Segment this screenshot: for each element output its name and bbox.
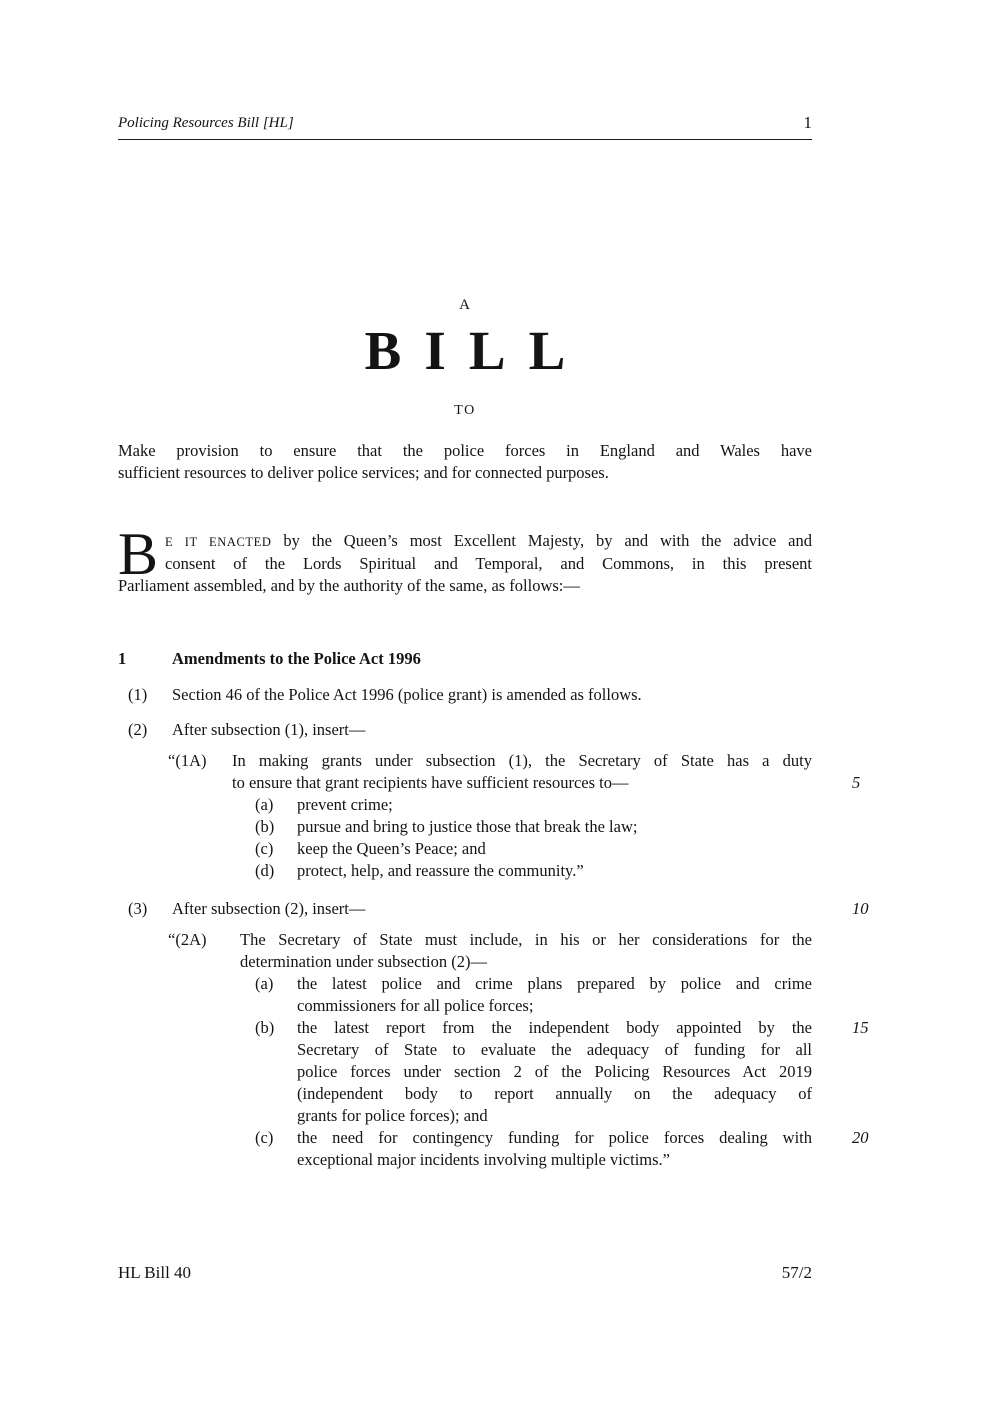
dropcap-b: B <box>118 521 159 587</box>
paragraph-line: police forces under section 2 of the Policing Resources Act 2019 <box>297 1062 812 1081</box>
masthead-a: A <box>459 297 471 313</box>
subsection-text-line: After subsection (2), insert— <box>172 899 366 918</box>
clause-number: 1 <box>118 649 127 668</box>
line-number-15: 15 <box>852 1018 869 1037</box>
paragraph-d <box>118 860 812 882</box>
subsection-text <box>172 898 869 920</box>
line-number-20: 20 <box>852 1128 869 1147</box>
paragraph-marker: (b) <box>255 1018 275 1037</box>
enacting-formula <box>118 521 812 597</box>
paragraph-text: protect, help, and reassure the community.” <box>297 861 584 880</box>
inserted-subsection-2A <box>118 929 812 973</box>
paragraph-text <box>297 1127 869 1171</box>
page-footer <box>118 1262 812 1284</box>
paragraph-b <box>118 816 812 838</box>
inserted-line: The Secretary of State must include, in his or her considerations for the <box>240 930 812 949</box>
inserted-line-text: to ensure that grant recipients have sufficient resources to— <box>232 773 629 792</box>
page-header <box>118 112 812 140</box>
paragraph-c <box>118 838 812 860</box>
inserted-line <box>232 772 861 794</box>
subsection-3 <box>118 898 869 920</box>
enacting-line <box>118 530 812 553</box>
inserted-marker: “(1A) <box>168 751 207 770</box>
bill-word: BILL <box>364 320 589 381</box>
long-title-line: sufficient resources to deliver police services; and for connected purposes. <box>118 463 609 482</box>
paragraph-marker: (d) <box>255 861 275 880</box>
masthead-bill-title <box>118 322 812 380</box>
paragraph-a <box>118 973 812 1017</box>
paragraph-line-text: the latest report from the independent body appointed by the <box>297 1018 812 1037</box>
subsection-marker: (3) <box>128 899 148 918</box>
paragraph-line: (independent body to report annually on the adequacy of <box>297 1084 812 1103</box>
paragraph-line: Secretary of State to evaluate the adequacy of funding for all <box>297 1040 812 1059</box>
paragraph-text: keep the Queen’s Peace; and <box>297 839 486 858</box>
masthead-to: TO <box>454 403 476 418</box>
paragraph-line: exceptional major incidents involving multiple victims.” <box>297 1150 671 1169</box>
inserted-line: determination under subsection (2)— <box>240 952 487 971</box>
paragraph-line <box>297 1127 869 1149</box>
enacting-line: Parliament assembled, and by the authority of the same, as follows:— <box>118 576 580 595</box>
paragraph-marker: (c) <box>255 1128 274 1147</box>
subsection-text: Section 46 of the Police Act 1996 (police grant) is amended as follows. <box>172 685 642 704</box>
bill-print-number: HL Bill 40 <box>118 1263 192 1282</box>
long-title <box>118 440 812 484</box>
inserted-subsection-1A <box>118 750 861 794</box>
paragraph-text: prevent crime; <box>297 795 393 814</box>
line-number-5: 5 <box>852 773 861 792</box>
paragraph-line: grants for police forces); and <box>297 1106 488 1125</box>
inserted-line: In making grants under subsection (1), the Secretary of State has a duty <box>232 751 812 770</box>
small-caps-enacted: E IT ENACTED <box>165 535 272 549</box>
subsection-marker: (1) <box>128 685 148 704</box>
paragraph-text: pursue and bring to justice those that break the law; <box>297 817 638 836</box>
running-title: Policing Resources Bill [HL] <box>118 115 294 131</box>
clause-heading-text: Amendments to the Police Act 1996 <box>172 649 421 668</box>
subsection-text: After subsection (1), insert— <box>172 720 366 739</box>
subsection-2 <box>118 719 812 741</box>
paragraph-line-text: the need for contingency funding for police forces dealing with <box>297 1128 812 1147</box>
paragraph-a <box>118 794 812 816</box>
paragraph-line: the latest police and crime plans prepared by police and crime <box>297 974 812 993</box>
paragraph-text <box>297 1017 869 1127</box>
subsection-1 <box>118 684 812 706</box>
inserted-text <box>232 750 861 794</box>
inserted-text <box>240 929 812 973</box>
line-number-10: 10 <box>852 899 869 918</box>
clause-heading <box>118 648 812 670</box>
paragraph-b <box>118 1017 869 1127</box>
paragraph-c <box>118 1127 869 1171</box>
clause-1 <box>118 648 869 1171</box>
paragraph-text <box>297 973 812 1017</box>
long-title-line: Make provision to ensure that the police forces in England and Wales have <box>118 441 812 460</box>
paragraph-marker: (b) <box>255 817 275 836</box>
page-number: 1 <box>803 113 812 132</box>
enacting-line1-rest: by the Queen’s most Excellent Majesty, by and with the advice and <box>271 531 812 550</box>
session-number: 57/2 <box>781 1263 812 1282</box>
paragraph-marker: (a) <box>255 974 274 993</box>
paragraph-marker: (a) <box>255 795 274 814</box>
subsection-marker: (2) <box>128 720 148 739</box>
paragraph-line <box>297 1017 869 1039</box>
paragraph-marker: (c) <box>255 839 274 858</box>
enacting-line: consent of the Lords Spiritual and Temporal, and Commons, in this present <box>165 554 812 573</box>
paragraph-line: commissioners for all police forces; <box>297 996 534 1015</box>
inserted-marker: “(2A) <box>168 930 207 949</box>
